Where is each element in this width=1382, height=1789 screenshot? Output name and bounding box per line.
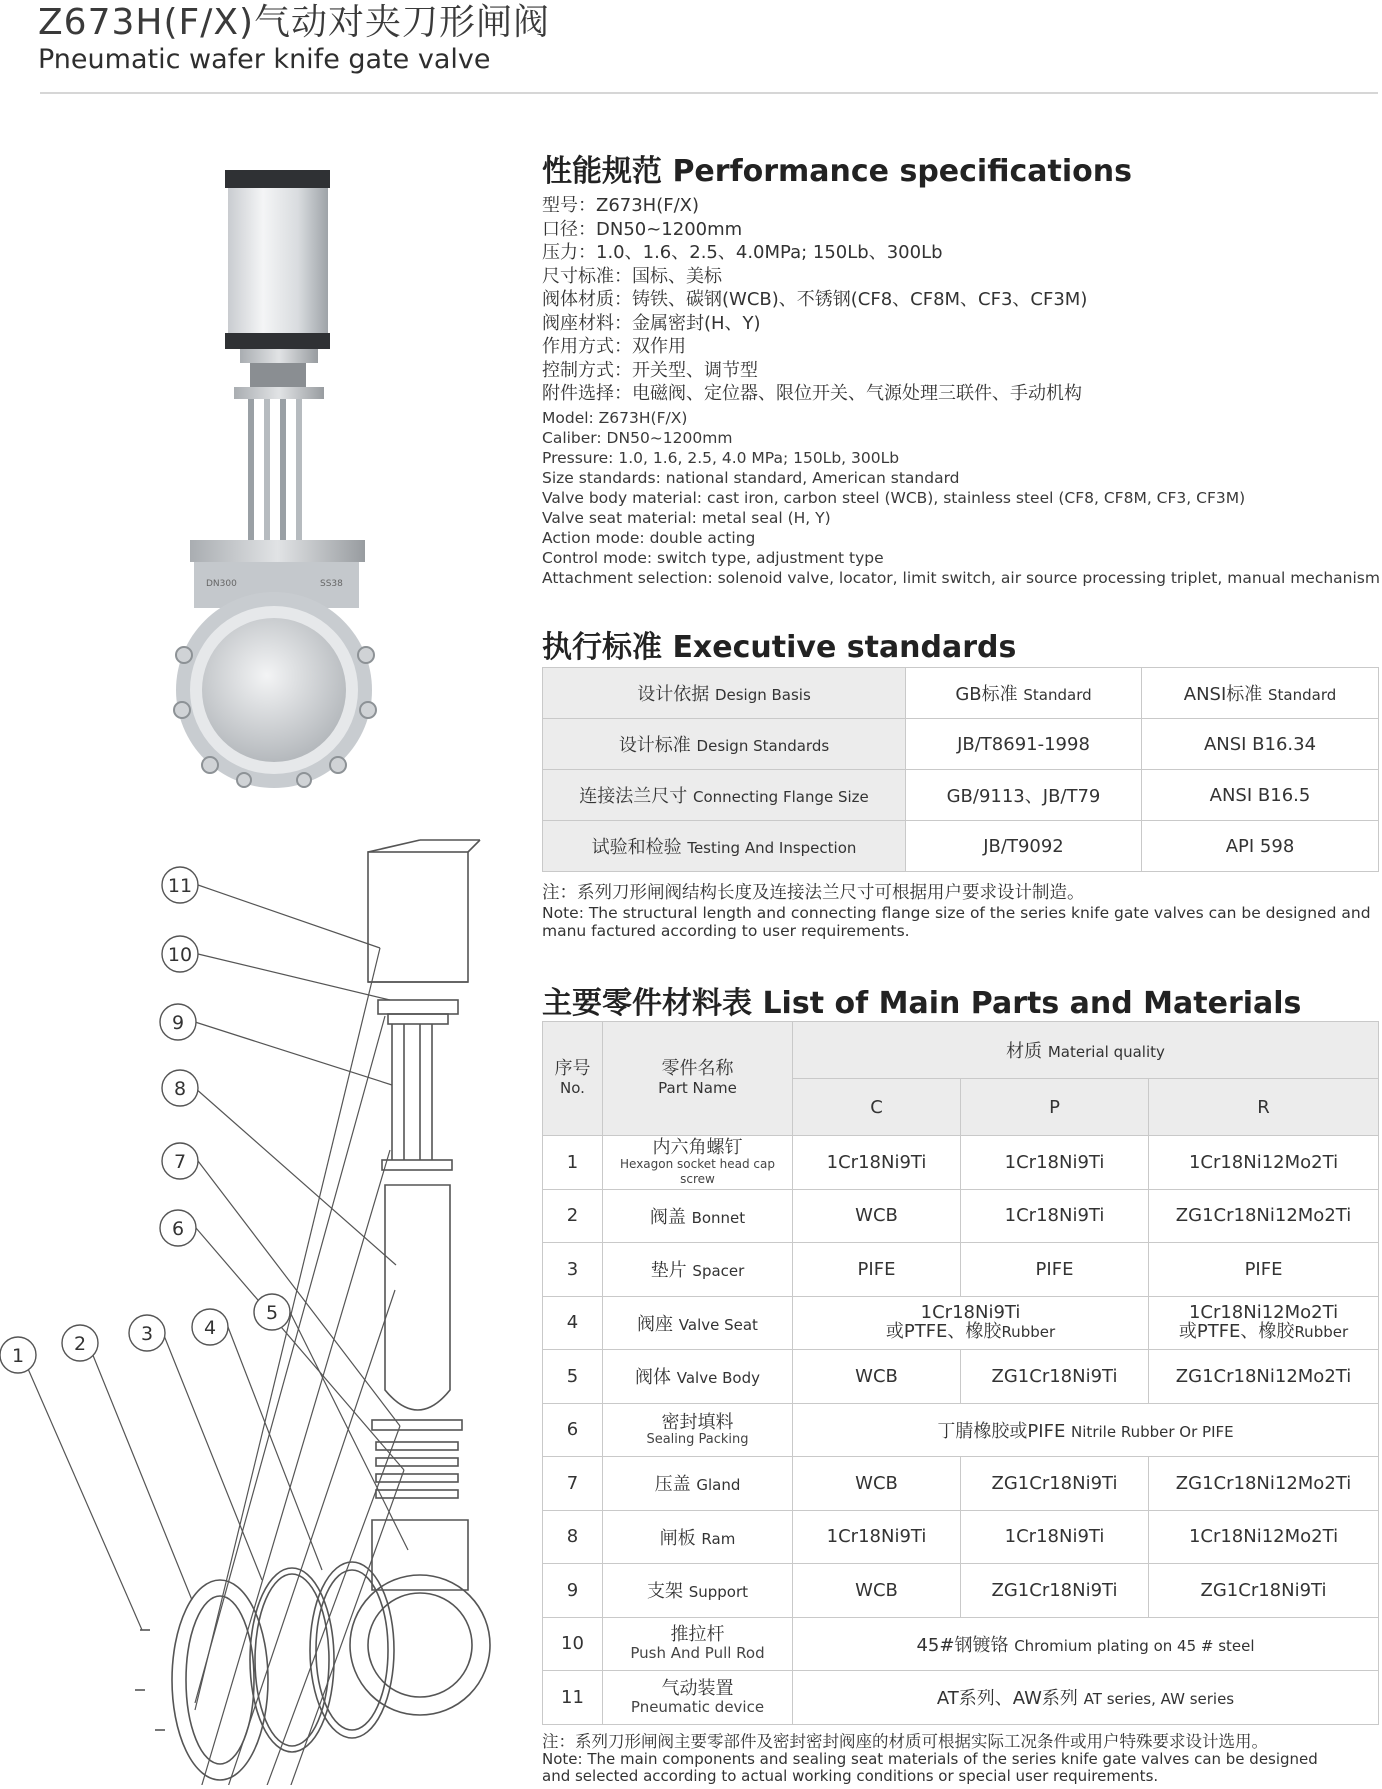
row-r: 1Cr18Ni12Mo2Ti: [1149, 1510, 1379, 1564]
note-cn: 注：系列刀形闸阀主要零部件及密封密封阀座的材质可根据实际工况条件或用户特殊要求设计选用。: [542, 1732, 1268, 1751]
spec-item: 作用方式：双作用: [542, 336, 686, 357]
row-c: WCB: [793, 1457, 961, 1511]
standards-table: [542, 667, 1379, 872]
callout-9: 9: [171, 1012, 185, 1034]
cell-label-en: Design Standards: [696, 737, 830, 755]
spec-item: 附件选择：电磁阀、定位器、限位开关、气源处理三联件、手动机构: [542, 383, 1082, 404]
cell-line2-en: Rubber: [1294, 1323, 1349, 1342]
table-cell: JB/T8691-1998: [906, 719, 1142, 770]
callout-10: 10: [167, 944, 193, 966]
cell-en: Nitrile Rubber Or PIFE: [1071, 1422, 1234, 1441]
part-name-en: Pneumatic device: [630, 1697, 765, 1716]
header-name-en: Part Name: [658, 1079, 737, 1097]
row-r: ZG1Cr18Ni12Mo2Ti: [1149, 1457, 1379, 1511]
header-no: [543, 1022, 603, 1136]
row-p: PIFE: [961, 1243, 1149, 1297]
part-name-cn: 内六角螺钉: [652, 1136, 743, 1158]
spec-list-cn: [542, 194, 1087, 406]
table-row: [543, 1671, 1379, 1725]
valve-product-photo: [170, 160, 400, 788]
table-row: [543, 1403, 1379, 1457]
note-cn: 注：系列刀形闸阀结构长度及连接法兰尺寸可根据用户要求设计制造。: [542, 883, 1085, 903]
callout-5: 5: [265, 1302, 279, 1324]
callout-11: 11: [167, 875, 193, 897]
row-all-merged: [793, 1617, 1379, 1671]
cell-line1: 1Cr18Ni12Mo2Ti: [1188, 1302, 1339, 1324]
part-name-en: Hexagon socket head cap screw: [620, 1156, 775, 1186]
part-name-cn: 阀体: [635, 1367, 672, 1389]
table-row: [543, 1617, 1379, 1671]
spec-list-en: [542, 408, 1380, 588]
row-no: 6: [543, 1403, 603, 1457]
row-c: PIFE: [793, 1243, 961, 1297]
table-row: [543, 1136, 1379, 1190]
part-name-cn: 密封填料: [661, 1411, 734, 1433]
title-divider: [40, 92, 1378, 94]
table-cell: [543, 821, 906, 872]
part-name-cn: 压盖: [654, 1474, 691, 1496]
part-name-en: Ram: [701, 1529, 736, 1548]
page-subtitle: Pneumatic wafer knife gate valve: [38, 44, 491, 75]
callout-7: 7: [173, 1151, 187, 1173]
row-r: ZG1Cr18Ni12Mo2Ti: [1149, 1189, 1379, 1243]
table-row: [543, 1564, 1379, 1618]
table-cell: [906, 668, 1142, 719]
header-material-cn: 材质: [1006, 1041, 1043, 1062]
row-part-name: [603, 1350, 793, 1404]
row-r: ZG1Cr18Ni9Ti: [1149, 1564, 1379, 1618]
cell-cn: 45#钢镀铬: [916, 1634, 1009, 1656]
table-row: [543, 719, 1379, 770]
row-cp-merged: [793, 1296, 1149, 1350]
row-p: ZG1Cr18Ni9Ti: [961, 1350, 1149, 1404]
callout-4: 4: [203, 1317, 217, 1339]
header-part-name: [603, 1022, 793, 1136]
spec-item: 尺寸标准：国标、美标: [542, 265, 722, 287]
table-row: [543, 668, 1379, 719]
row-c: 1Cr18Ni9Ti: [793, 1510, 961, 1564]
note-en-line2: and selected according to actual working conditions or special user requirements.: [542, 1767, 1159, 1785]
table-row: [543, 770, 1379, 821]
cell-en: AT series, AW series: [1083, 1690, 1235, 1709]
note-en-line1: Note: The structural length and connecting flange size of the series knife gate valves can be designed and: [542, 904, 1371, 922]
table-cell: GB/9113、JB/T79: [906, 770, 1142, 821]
table-cell: JB/T9092: [906, 821, 1142, 872]
cell-label-cn: 设计依据: [637, 684, 710, 705]
part-name-en: Push And Pull Rod: [630, 1644, 765, 1663]
cell-cn: 丁腈橡胶或PIFE: [937, 1420, 1066, 1442]
row-c: WCB: [793, 1189, 961, 1243]
spec-item: 口径：DN50~1200mm: [542, 218, 743, 240]
table-cell: ANSI B16.5: [1142, 770, 1379, 821]
row-part-name: [603, 1243, 793, 1297]
spec-item: 控制方式：开关型、调节型: [542, 359, 758, 381]
part-name-cn: 阀座: [637, 1313, 674, 1335]
row-p: 1Cr18Ni9Ti: [961, 1136, 1149, 1190]
row-part-name: [603, 1617, 793, 1671]
table-cell: API 598: [1142, 821, 1379, 872]
cell-line2-cn: 或PTFE、橡胶: [885, 1321, 1002, 1343]
cell-label-en: Standard: [1268, 686, 1337, 704]
table-row: [543, 1189, 1379, 1243]
row-part-name: [603, 1671, 793, 1725]
table-row: [543, 1296, 1379, 1350]
part-name-en: Gland: [696, 1476, 741, 1495]
cell-line2-en: Rubber: [1001, 1323, 1056, 1342]
header-material: [793, 1022, 1379, 1079]
row-part-name: [603, 1296, 793, 1350]
row-part-name: [603, 1403, 793, 1457]
part-name-cn: 推拉杆: [670, 1624, 725, 1646]
cell-en: Chromium plating on 45 # steel: [1014, 1636, 1255, 1655]
spec-item: 阀体材质：铸铁、碳钢(WCB)、不锈钢(CF8、CF8M、CF3、CF3M): [542, 289, 1088, 310]
row-no: 9: [543, 1564, 603, 1618]
table-row: [543, 1457, 1379, 1511]
spec-item: Size standards: national standard, American standard: [542, 469, 960, 487]
table-row: [543, 1243, 1379, 1297]
row-p: ZG1Cr18Ni9Ti: [961, 1457, 1149, 1511]
table-row: [543, 1510, 1379, 1564]
part-name-cn: 垫片: [650, 1260, 687, 1282]
table-cell: [1142, 668, 1379, 719]
row-r: ZG1Cr18Ni12Mo2Ti: [1149, 1350, 1379, 1404]
row-p: 1Cr18Ni9Ti: [961, 1510, 1149, 1564]
table-row: [543, 821, 1379, 872]
part-name-cn: 阀盖: [649, 1206, 686, 1228]
row-no: 10: [543, 1617, 603, 1671]
part-name-cn: 气动装置: [661, 1677, 734, 1699]
page-title: Z673H(F/X)气动对夹刀形闸阀: [38, 2, 551, 43]
spec-item: 型号：Z673H(F/X): [542, 195, 700, 216]
callout-6: 6: [171, 1218, 185, 1240]
header-c: C: [793, 1079, 961, 1136]
table-row: [543, 1350, 1379, 1404]
row-c: WCB: [793, 1350, 961, 1404]
row-all-merged: [793, 1403, 1379, 1457]
row-no: 3: [543, 1243, 603, 1297]
callout-1: 1: [11, 1345, 25, 1367]
row-r: PIFE: [1149, 1243, 1379, 1297]
header-material-en: Material quality: [1047, 1043, 1165, 1061]
row-no: 5: [543, 1350, 603, 1404]
row-r: [1149, 1296, 1379, 1350]
spec-item: Valve seat material: metal seal (H, Y): [542, 509, 831, 527]
photo-marking-left: DN300: [206, 579, 237, 589]
callout-8: 8: [173, 1078, 187, 1100]
cell-label-cn: ANSI标准: [1183, 684, 1263, 705]
row-r: 1Cr18Ni12Mo2Ti: [1149, 1136, 1379, 1190]
row-no: 7: [543, 1457, 603, 1511]
part-name-cn: 闸板: [659, 1527, 696, 1549]
row-c: 1Cr18Ni9Ti: [793, 1136, 961, 1190]
spec-item: Action mode: double acting: [542, 529, 756, 547]
part-name-cn: 支架: [646, 1581, 683, 1603]
part-name-en: Valve Seat: [678, 1315, 758, 1334]
spec-item: 压力：1.0、1.6、2.5、4.0MPa; 150Lb、300Lb: [542, 242, 943, 263]
row-c: WCB: [793, 1564, 961, 1618]
parts-heading: 主要零件材料表 List of Main Parts and Materials: [542, 986, 1302, 1021]
part-name-en: Bonnet: [691, 1208, 746, 1227]
row-no: 8: [543, 1510, 603, 1564]
row-part-name: [603, 1457, 793, 1511]
header-no-en: No.: [560, 1079, 585, 1097]
row-p: 1Cr18Ni9Ti: [961, 1189, 1149, 1243]
row-no: 11: [543, 1671, 603, 1725]
parts-table: [542, 1021, 1379, 1725]
cell-label-cn: GB标准: [955, 684, 1018, 705]
cell-cn: AT系列、AW系列: [936, 1688, 1078, 1710]
part-name-en: Support: [688, 1583, 749, 1602]
spec-item: Model: Z673H(F/X): [542, 409, 688, 427]
row-all-merged: [793, 1671, 1379, 1725]
row-p: ZG1Cr18Ni9Ti: [961, 1564, 1149, 1618]
table-header-row: [543, 1022, 1379, 1079]
note-en-line1: Note: The main components and sealing seat materials of the series knife gate valves can be designed: [542, 1750, 1318, 1768]
row-no: 4: [543, 1296, 603, 1350]
table-cell: [543, 719, 906, 770]
part-name-en: Valve Body: [676, 1369, 760, 1388]
table-cell: ANSI B16.34: [1142, 719, 1379, 770]
callout-3: 3: [140, 1323, 154, 1345]
table-cell: [543, 668, 906, 719]
standards-heading: 执行标准 Executive standards: [542, 630, 1017, 665]
spec-item: 阀座材料：金属密封(H、Y): [542, 312, 761, 334]
part-name-en: Spacer: [692, 1262, 745, 1281]
row-no: 2: [543, 1189, 603, 1243]
cell-label-en: Design Basis: [714, 686, 811, 704]
header-name-cn: 零件名称: [661, 1058, 734, 1079]
callout-2: 2: [73, 1333, 87, 1355]
cell-label-cn: 设计标准: [618, 735, 691, 756]
note-en-line2: manu factured according to user requirements.: [542, 922, 910, 940]
header-p: P: [961, 1079, 1149, 1136]
performance-heading: 性能规范 Performance specifications: [542, 154, 1132, 189]
cell-label-cn: 连接法兰尺寸: [579, 786, 688, 807]
standards-note: [542, 883, 1371, 940]
parts-note: [542, 1732, 1318, 1785]
row-no: 1: [543, 1136, 603, 1190]
table-cell: [543, 770, 906, 821]
header-no-cn: 序号: [554, 1058, 591, 1079]
row-part-name: [603, 1136, 793, 1190]
spec-item: Attachment selection: solenoid valve, locator, limit switch, air source processing triplet, manual mechanism: [542, 569, 1380, 587]
row-part-name: [603, 1189, 793, 1243]
spec-item: Control mode: switch type, adjustment type: [542, 549, 884, 567]
spec-item: Pressure: 1.0, 1.6, 2.5, 4.0 MPa; 150Lb, 300Lb: [542, 449, 900, 467]
cell-label-en: Standard: [1023, 686, 1092, 704]
photo-marking-right: SS38: [320, 579, 343, 589]
exploded-parts-diagram: [0, 830, 520, 1785]
cell-line1: 1Cr18Ni9Ti: [920, 1302, 1021, 1324]
part-name-en: Sealing Packing: [646, 1431, 749, 1447]
cell-label-cn: 试验和检验: [591, 837, 682, 858]
spec-item: Caliber: DN50~1200mm: [542, 429, 733, 447]
header-r: R: [1149, 1079, 1379, 1136]
row-part-name: [603, 1564, 793, 1618]
row-part-name: [603, 1510, 793, 1564]
cell-label-en: Testing And Inspection: [687, 839, 857, 857]
cell-line2-cn: 或PTFE、橡胶: [1178, 1321, 1295, 1343]
cell-label-en: Connecting Flange Size: [692, 788, 869, 806]
spec-item: Valve body material: cast iron, carbon steel (WCB), stainless steel (CF8, CF8M, CF3, CF3M): [542, 489, 1246, 507]
